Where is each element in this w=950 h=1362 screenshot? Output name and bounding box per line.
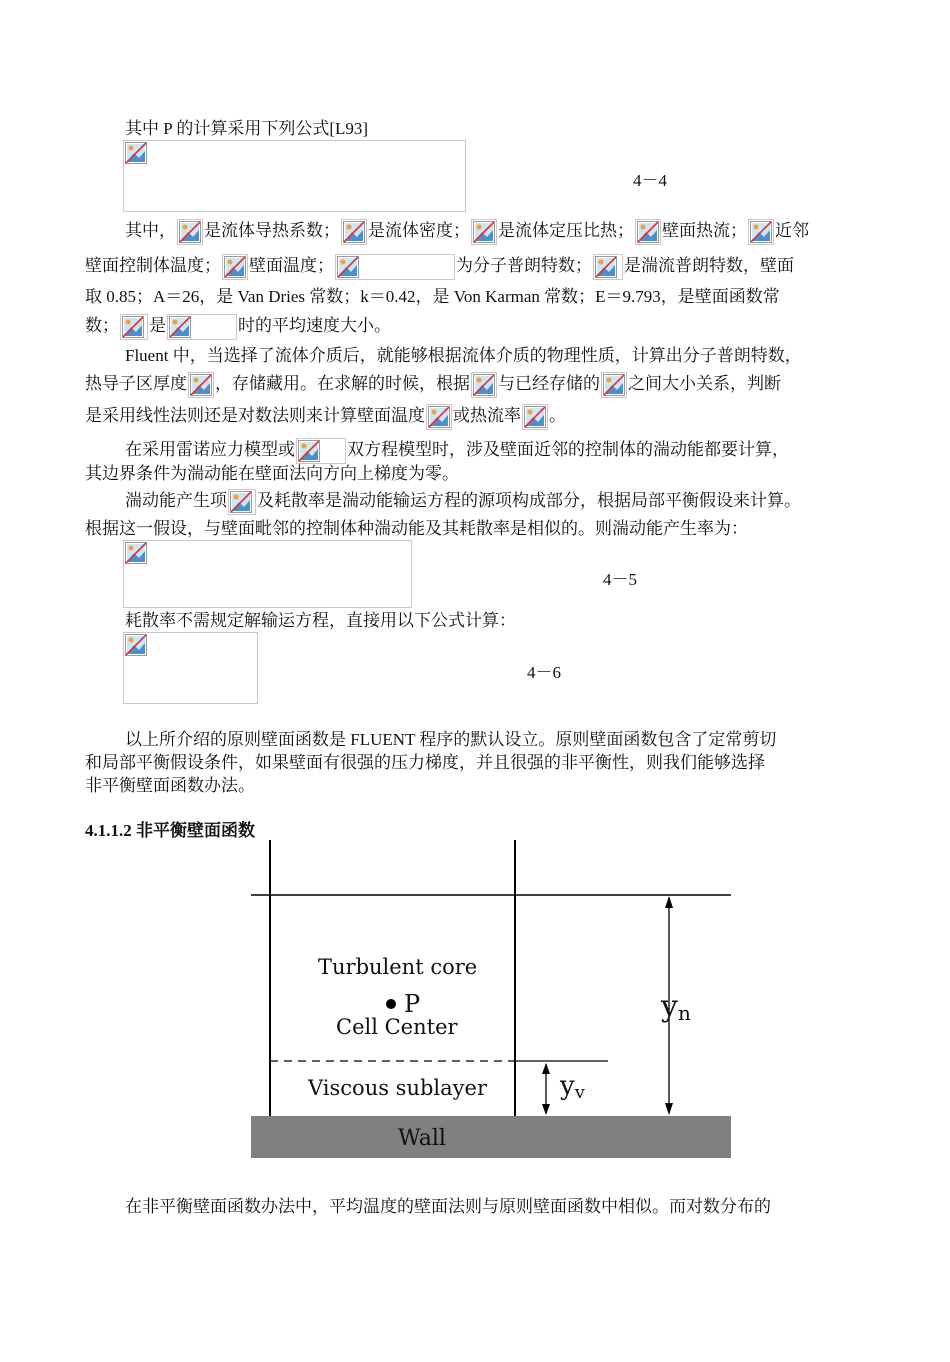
point-p-label: P: [404, 990, 421, 1018]
broken-image-icon: [179, 221, 201, 243]
broken-image-icon: [750, 221, 772, 243]
text-segment: 是: [149, 316, 166, 335]
text-segment: 近邻: [775, 221, 809, 240]
text-line: [85, 313, 391, 340]
inline-formula-image: [601, 372, 627, 398]
viscous-sublayer-label: Viscous sublayer: [308, 1076, 487, 1100]
text-segment: 数；: [85, 316, 119, 335]
text-line: [85, 371, 781, 398]
text-line: [85, 403, 566, 430]
broken-image-icon: [603, 374, 625, 396]
broken-image-icon: [637, 221, 659, 243]
broken-image-icon: [428, 406, 450, 428]
inline-formula-image: [426, 404, 452, 430]
inline-formula-image: [635, 219, 661, 245]
text-segment: 为分子普朗特数；: [456, 256, 592, 275]
inline-formula-image: [228, 489, 256, 515]
inline-formula-image: [522, 404, 548, 430]
wall-label: Wall: [398, 1126, 446, 1151]
yn-arrow-head-top: [665, 896, 673, 908]
formula-image: [123, 632, 258, 704]
text-segment: 时的平均速度大小。: [238, 316, 391, 335]
text-segment: 或热流率: [453, 406, 521, 425]
broken-image-icon: [473, 221, 495, 243]
text-segment: 及耗散率是湍动能输运方程的源项构成部分，根据局部平衡假设来计算。: [257, 491, 801, 510]
inline-formula-image: [593, 254, 623, 280]
equation-number: 4－6: [527, 663, 561, 682]
wall-function-diagram: [250, 840, 732, 1162]
inline-formula-image: [120, 314, 148, 340]
turbulent-core-label: Turbulent core: [318, 955, 478, 979]
broken-image-icon: [125, 542, 147, 564]
inline-formula-image: [188, 372, 214, 398]
inline-formula-image: [471, 219, 497, 245]
section-heading: 4.1.1.2 非平衡壁面函数: [85, 821, 255, 840]
text-line: 非平衡壁面函数办法。: [85, 776, 255, 795]
broken-image-icon: [224, 256, 246, 278]
inline-formula-image: [471, 372, 497, 398]
text-line: 根据这一假设，与壁面毗邻的控制体种湍动能及其耗散率是相似的。则湍动能产生率为：: [85, 519, 748, 538]
broken-image-icon: [230, 491, 252, 513]
text-segment: 之间大小关系，判断: [628, 374, 781, 393]
formula-image: [123, 140, 466, 212]
text-segment: 是流体导热系数；: [204, 221, 340, 240]
text-line: [85, 253, 794, 280]
text-segment: 壁面温度；: [249, 256, 334, 275]
yv-arrow-head-bottom: [542, 1104, 550, 1115]
yn-arrow-head-bottom: [665, 1103, 673, 1115]
text-segment: 是流体定压比热；: [498, 221, 634, 240]
wall-region: [251, 1116, 731, 1158]
inline-formula-image: [167, 314, 237, 340]
text-line: [125, 218, 809, 245]
broken-image-icon: [298, 440, 320, 462]
text-line: 其边界条件为湍动能在壁面法向方向上梯度为零。: [85, 464, 459, 483]
text-segment: 。: [549, 406, 566, 425]
text-line: 以上所介绍的原则壁面函数是 FLUENT 程序的默认设立。原则壁面函数包含了定常剪切: [125, 730, 777, 749]
broken-image-icon: [190, 374, 212, 396]
inline-formula-image: [748, 219, 774, 245]
text-line: 在非平衡壁面函数办法中，平均温度的壁面法则与原则壁面函数中相似。而对数分布的: [125, 1197, 771, 1216]
broken-image-icon: [595, 256, 617, 278]
text-segment: 湍动能产生项: [125, 491, 227, 510]
broken-image-icon: [125, 634, 147, 656]
broken-image-icon: [122, 316, 144, 338]
text-line: 其中 P 的计算采用下列公式[L93]: [125, 119, 369, 138]
cell-center-point: [386, 999, 396, 1009]
text-segment: 在采用雷诺应力模型或: [125, 440, 295, 459]
yn-label: yn: [661, 989, 691, 1025]
text-line: 取 0.85；A＝26，是 Van Dries 常数；k＝0.42，是 Von Karman 常数；E＝9.793，是壁面函数常: [85, 287, 780, 306]
yv-arrow-head-top: [542, 1063, 550, 1074]
broken-image-icon: [169, 316, 191, 338]
formula-image: [123, 540, 412, 608]
equation-number: 4－4: [633, 171, 667, 190]
text-segment: ，存储藏用。在求解的时候，根据: [215, 374, 470, 393]
broken-image-icon: [343, 221, 365, 243]
broken-image-icon: [524, 406, 546, 428]
inline-formula-image: [177, 219, 203, 245]
broken-image-icon: [473, 374, 495, 396]
equation-number: 4－5: [603, 570, 637, 589]
text-segment: 与已经存储的: [498, 374, 600, 393]
inline-formula-image: [335, 254, 455, 280]
text-segment: 是湍流普朗特数，壁面: [624, 256, 794, 275]
text-line: 和局部平衡假设条件，如果壁面有很强的压力梯度，并且很强的非平衡性，则我们能够选择: [85, 753, 765, 772]
text-line: Fluent 中，当选择了流体介质后，就能够根据流体介质的物理性质，计算出分子普朗特数，: [125, 346, 802, 365]
cell-center-label: Cell Center: [336, 1015, 458, 1039]
broken-image-icon: [125, 142, 147, 164]
text-segment: 其中，: [125, 221, 176, 240]
text-segment: 壁面热流；: [662, 221, 747, 240]
text-segment: 是流体密度；: [368, 221, 470, 240]
text-segment: 热导子区厚度: [85, 374, 187, 393]
text-segment: 双方程模型时，涉及壁面近邻的控制体的湍动能都要计算，: [347, 440, 789, 459]
text-segment: 壁面控制体温度；: [85, 256, 221, 275]
text-line: [125, 488, 801, 515]
text-segment: 是采用线性法则还是对数法则来计算壁面温度: [85, 406, 425, 425]
inline-formula-image: [222, 254, 248, 280]
broken-image-icon: [337, 256, 359, 278]
text-line: 耗散率不需规定解输运方程，直接用以下公式计算：: [125, 611, 516, 630]
inline-formula-image: [341, 219, 367, 245]
yv-label: yv: [560, 1071, 585, 1103]
